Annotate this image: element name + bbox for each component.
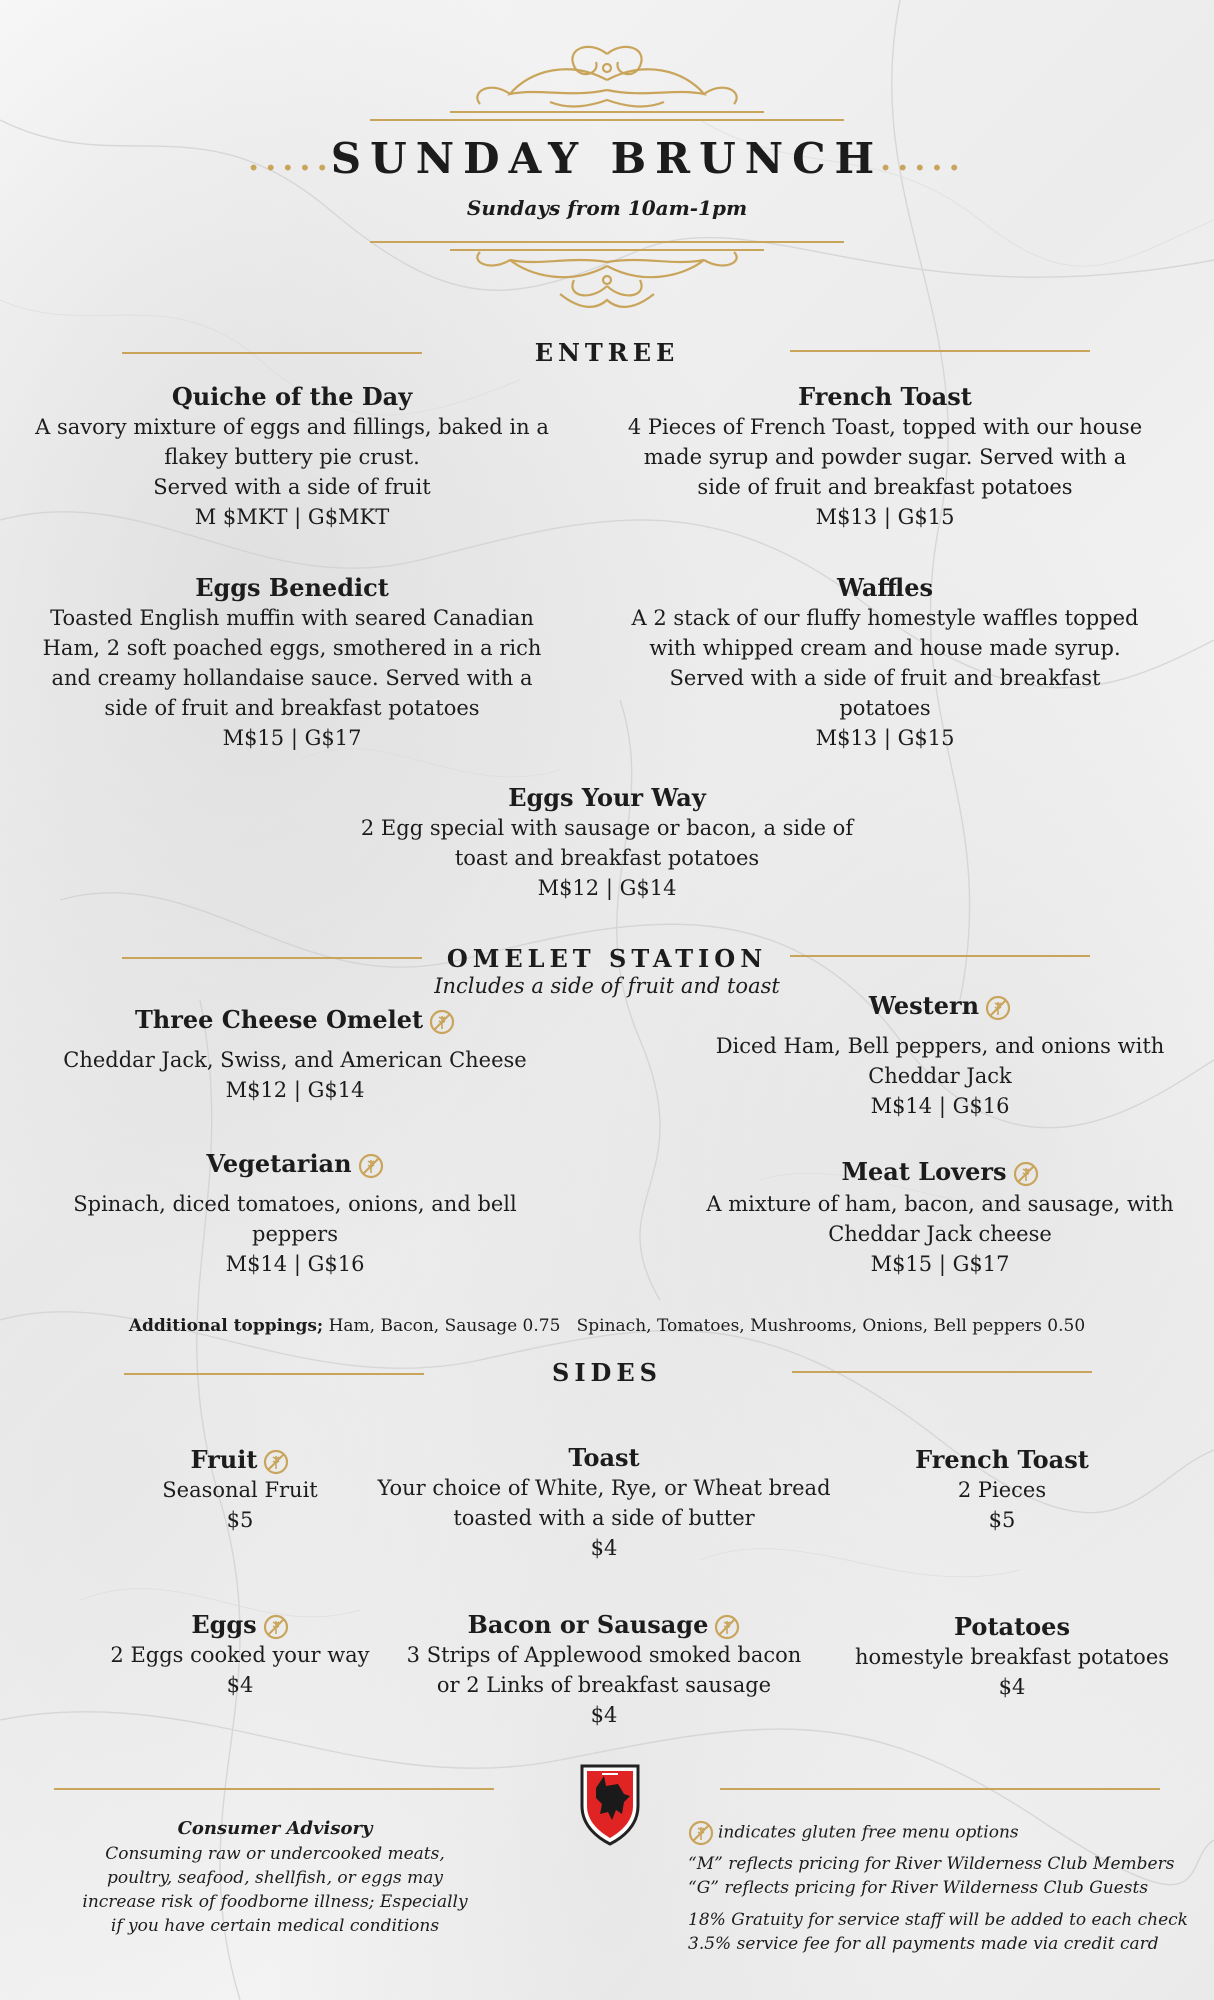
item-price: M$12 | G$14 (537, 876, 677, 900)
item-name: Meat Lovers (841, 1157, 1007, 1186)
item-desc: A 2 stack of our fluffy homestyle waffles topped (631, 606, 1139, 630)
item-price: $5 (988, 1508, 1016, 1532)
item-desc: Diced Ham, Bell peppers, and onions with (715, 1034, 1165, 1058)
item-desc: Ham, 2 soft poached eggs, smothered in a rich (42, 636, 542, 660)
item-desc: Seasonal Fruit (162, 1478, 318, 1502)
item-desc: Your choice of White, Rye, or Wheat bread (377, 1476, 831, 1500)
advisory-line: if you have certain medical conditions (110, 1916, 440, 1936)
item-desc: made syrup and powder sugar. Served with a (643, 445, 1127, 469)
item-desc: 3 Strips of Applewood smoked bacon (406, 1643, 802, 1667)
fee-note: 18% Gratuity for service staff will be added to each check (688, 1910, 1188, 1930)
omelet-item-vegetarian (40, 1149, 550, 1279)
gluten-free-icon (1013, 1161, 1039, 1187)
top-ornament (370, 40, 844, 126)
advisory-line: increase risk of foodborne illness; Especially (82, 1892, 468, 1912)
side-item-toast (364, 1443, 844, 1563)
item-desc: side of fruit and breakfast potatoes (104, 696, 480, 720)
item-price: $5 (226, 1508, 254, 1532)
page-subtitle: Sundays from 10am-1pm (466, 196, 748, 220)
item-desc: Served with a side of fruit and breakfast (669, 666, 1101, 690)
side-item-french-toast (862, 1445, 1142, 1535)
item-desc: toasted with a side of butter (453, 1506, 755, 1530)
item-desc: toast and breakfast potatoes (454, 846, 760, 870)
item-name: Waffles (837, 573, 933, 602)
item-desc: A savory mixture of eggs and fillings, baked in a (35, 415, 549, 439)
item-desc: potatoes (839, 696, 931, 720)
item-desc: and creamy hollandaise sauce. Served with a (51, 666, 533, 690)
item-desc: with whipped cream and house made syrup. (649, 636, 1121, 660)
page-title: SUNDAY BRUNCH (330, 134, 884, 183)
item-desc: flakey buttery pie crust. (164, 445, 420, 469)
item-desc: 2 Egg special with sausage or bacon, a side of (360, 816, 854, 840)
item-desc: side of fruit and breakfast potatoes (697, 475, 1073, 499)
entree-item-waffles (620, 573, 1150, 753)
item-price: M$12 | G$14 (225, 1078, 365, 1102)
item-price: M$15 | G$17 (870, 1252, 1010, 1276)
item-price: $4 (590, 1536, 618, 1560)
left-dots: ..... (248, 140, 334, 178)
section-entree: ENTREE (534, 338, 680, 367)
item-price: M$13 | G$15 (815, 726, 955, 750)
item-desc: Spinach, diced tomatoes, onions, and bell (73, 1192, 517, 1216)
item-desc: Cheddar Jack, Swiss, and American Cheese (63, 1048, 527, 1072)
item-price: M$14 | G$16 (870, 1094, 1010, 1118)
item-name: Western (868, 991, 980, 1020)
gluten-free-icon (263, 1449, 289, 1475)
gluten-free-icon (429, 1009, 455, 1035)
bottom-ornament (370, 236, 844, 316)
item-desc: 2 Pieces (957, 1478, 1047, 1502)
item-name: Bacon or Sausage (467, 1610, 709, 1639)
item-price: $4 (590, 1703, 618, 1727)
entree-item-quiche (20, 382, 564, 532)
omelet-item-western (680, 991, 1200, 1121)
item-desc: Cheddar Jack cheese (828, 1222, 1052, 1246)
item-desc: Toasted English muffin with seared Canadian (50, 606, 534, 630)
item-price: M $MKT | G$MKT (194, 505, 390, 529)
gluten-free-icon (358, 1153, 384, 1179)
item-price: $4 (226, 1673, 254, 1697)
advisory-line: poultry, seafood, shellfish, or eggs may (107, 1868, 443, 1888)
fee-note: 3.5% service fee for all payments made via credit card (688, 1934, 1159, 1954)
gluten-free-icon (688, 1820, 714, 1846)
pricing-note: “M” reflects pricing for River Wilderness Club Members (688, 1854, 1175, 1874)
item-desc: Cheddar Jack (868, 1064, 1012, 1088)
item-desc: A mixture of ham, bacon, and sausage, with (706, 1192, 1174, 1216)
gluten-free-icon (263, 1614, 289, 1640)
item-name: Eggs (191, 1610, 257, 1639)
omelet-item-meat-lovers (680, 1157, 1200, 1279)
gf-note: indicates gluten free menu options (718, 1822, 1019, 1843)
gluten-free-icon (714, 1614, 740, 1640)
item-name: Toast (568, 1443, 640, 1472)
toppings-text: Ham, Bacon, Sausage 0.75 Spinach, Tomatoes, Mushrooms, Onions, Bell peppers 0.50 (323, 1316, 1086, 1336)
item-desc: peppers (252, 1222, 338, 1246)
consumer-advisory (60, 1816, 490, 1938)
item-name: Potatoes (954, 1612, 1070, 1641)
item-name: Fruit (190, 1445, 258, 1474)
item-price: M$13 | G$15 (815, 505, 955, 529)
item-desc: 2 Eggs cooked your way (110, 1643, 370, 1667)
omelet-item-three-cheese (40, 1005, 550, 1105)
omelet-note: Includes a side of fruit and toast (434, 974, 780, 998)
right-dots: ..... (880, 140, 966, 178)
item-desc: homestyle breakfast potatoes (854, 1645, 1170, 1669)
item-price: M$14 | G$16 (225, 1252, 365, 1276)
advisory-title: Consumer Advisory (177, 1818, 373, 1839)
additional-toppings (0, 1316, 1214, 1336)
gluten-free-icon (985, 995, 1011, 1021)
side-item-bacon-sausage (384, 1610, 824, 1730)
item-desc: or 2 Links of breakfast sausage (436, 1673, 772, 1697)
item-desc: Served with a side of fruit (153, 475, 431, 499)
entree-item-eggs-your-way (340, 783, 874, 903)
entree-item-eggs-benedict (20, 573, 564, 753)
advisory-line: Consuming raw or undercooked meats, (105, 1844, 445, 1864)
item-name: Eggs Your Way (508, 783, 706, 812)
item-price: M$15 | G$17 (222, 726, 362, 750)
section-sides: SIDES (552, 1358, 662, 1387)
side-item-eggs (80, 1610, 400, 1700)
item-name: Three Cheese Omelet (134, 1005, 424, 1034)
item-name: French Toast (798, 382, 972, 411)
item-name: Quiche of the Day (171, 382, 413, 411)
wolf-shield-logo-icon (578, 1762, 642, 1846)
footer-line-left (54, 1788, 494, 1790)
item-price: $4 (998, 1675, 1026, 1699)
item-name: French Toast (915, 1445, 1089, 1474)
section-omelet: OMELET STATION (446, 944, 768, 973)
item-name: Eggs Benedict (195, 573, 389, 602)
item-desc: 4 Pieces of French Toast, topped with our house (627, 415, 1143, 439)
side-item-potatoes (852, 1612, 1172, 1702)
toppings-label: Additional toppings; (128, 1316, 324, 1336)
item-name: Vegetarian (206, 1149, 352, 1178)
pricing-note: “G” reflects pricing for River Wilderness Club Guests (688, 1878, 1149, 1898)
footer-line-right (720, 1788, 1160, 1790)
footer-notes (688, 1820, 1208, 1956)
side-item-fruit (100, 1445, 380, 1535)
entree-item-french-toast (620, 382, 1150, 532)
